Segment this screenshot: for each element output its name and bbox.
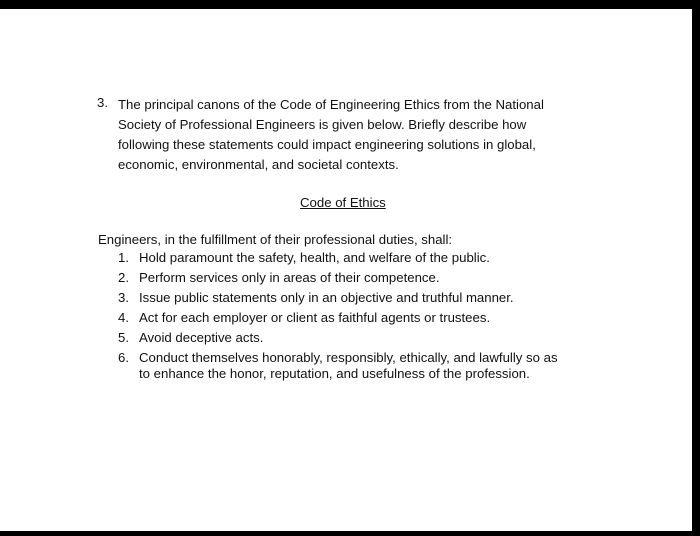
canon-number: 1.	[118, 250, 129, 265]
canon-text: Hold paramount the safety, health, and welfare of the public.	[139, 250, 490, 265]
canon-text-continuation: to enhance the honor, reputation, and usefulness of the profession.	[139, 366, 530, 381]
question-text	[118, 95, 588, 175]
canon-text: Conduct themselves honorably, responsibly, ethically, and lawfully so as	[139, 350, 558, 365]
canon-item	[118, 248, 598, 268]
canon-number: 4.	[118, 310, 129, 325]
canon-number: 6.	[118, 350, 129, 365]
canon-item	[118, 328, 598, 348]
code-of-ethics-heading: Code of Ethics	[300, 195, 386, 210]
question-number: 3.	[97, 95, 108, 110]
question-line: The principal canons of the Code of Engineering Ethics from the National	[118, 97, 544, 112]
canon-text: Issue public statements only in an objective and truthful manner.	[139, 290, 514, 305]
canon-item	[118, 348, 598, 382]
canons-list	[118, 248, 598, 382]
canon-item	[118, 308, 598, 328]
canon-item	[118, 288, 598, 308]
canon-item	[118, 268, 598, 288]
question-line: economic, environmental, and societal contexts.	[118, 157, 399, 172]
canon-number: 5.	[118, 330, 129, 345]
document-page	[0, 9, 692, 531]
question-line: Society of Professional Engineers is given below. Briefly describe how	[118, 117, 527, 132]
canon-number: 2.	[118, 270, 129, 285]
canon-text: Avoid deceptive acts.	[139, 330, 264, 345]
code-intro: Engineers, in the fulfillment of their professional duties, shall:	[98, 232, 453, 247]
canon-number: 3.	[118, 290, 129, 305]
canon-text: Perform services only in areas of their competence.	[139, 270, 440, 285]
canon-text: Act for each employer or client as faithful agents or trustees.	[139, 310, 491, 325]
question-line: following these statements could impact engineering solutions in global,	[118, 137, 536, 152]
